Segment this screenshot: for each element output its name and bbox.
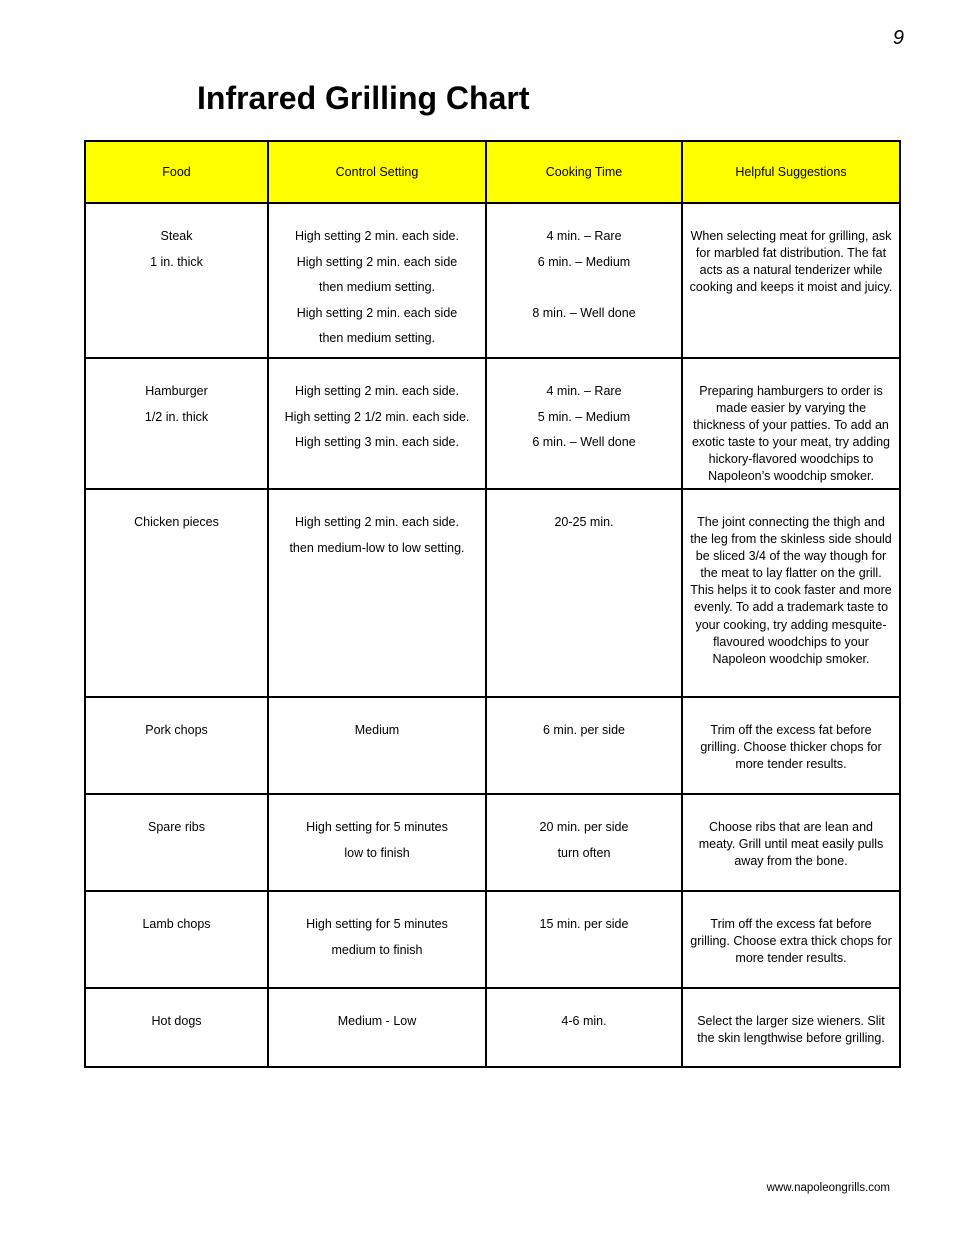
control-line: High setting 2 1/2 min. each side. — [284, 409, 470, 424]
control-line: High setting 3 min. each side. — [295, 435, 459, 450]
time-spacer — [493, 275, 675, 301]
control-line: then medium setting. — [318, 331, 436, 346]
cooking-time-cell — [486, 697, 682, 794]
food-cell — [85, 697, 268, 794]
time-line: 6 min. – Medium — [537, 254, 631, 269]
control-line: High setting for 5 minutes — [306, 917, 448, 931]
suggestion-cell — [682, 891, 900, 988]
suggestion-text: Preparing hamburgers to order is made easier by varying the thickness of your patties. To add an exotic taste to your meat, try adding hickory-flavored woodchips to Napoleon’s woodchip smoker. — [691, 384, 891, 484]
time-line: 20-25 min. — [554, 515, 614, 529]
food-name: Hamburger — [145, 384, 208, 398]
table-row — [85, 891, 900, 988]
control-line: Medium - Low — [337, 1014, 417, 1028]
food-detail: 1 in. thick — [150, 254, 203, 269]
control-line: High setting 2 min. each side. — [295, 515, 459, 529]
cooking-time-cell — [486, 891, 682, 988]
table-row — [85, 203, 900, 358]
suggestion-cell — [682, 988, 900, 1067]
page-title: Infrared Grilling Chart — [197, 80, 530, 116]
control-setting-cell — [268, 988, 486, 1067]
time-line: 4 min. – Rare — [546, 229, 622, 243]
cooking-time-cell — [486, 794, 682, 891]
food-detail: 1/2 in. thick — [144, 409, 209, 424]
table-row — [85, 489, 900, 697]
food-name: Pork chops — [145, 723, 208, 737]
suggestion-text: When selecting meat for grilling, ask for marbled fat distribution. The fat acts as a natural tenderizer while cooking and keeps it moist and juicy. — [689, 229, 893, 295]
time-line: 4-6 min. — [561, 1014, 607, 1028]
control-line: low to finish — [344, 845, 410, 860]
control-setting-cell — [268, 697, 486, 794]
control-line: High setting 2 min. each side. — [295, 229, 459, 243]
food-name: Spare ribs — [148, 820, 205, 834]
suggestion-text: Trim off the excess fat before grilling. Choose thicker chops for more tender results. — [700, 723, 882, 772]
time-line: 20 min. per side — [539, 820, 629, 834]
suggestion-text: Choose ribs that are lean and meaty. Grill until meat easily pulls away from the bone. — [698, 820, 884, 869]
control-line: High setting 2 min. each side — [296, 305, 458, 320]
table-row — [85, 697, 900, 794]
time-line: 4 min. – Rare — [546, 384, 622, 398]
table-header-row — [85, 141, 900, 203]
control-line: High setting 2 min. each side — [296, 254, 458, 269]
control-line: then medium-low to low setting. — [289, 540, 465, 555]
table-row — [85, 358, 900, 489]
cooking-time-cell — [486, 988, 682, 1067]
food-cell — [85, 489, 268, 697]
footer-website-url: www.napoleongrills.com — [766, 1182, 890, 1194]
time-line: 5 min. – Medium — [537, 409, 631, 424]
grilling-chart-table — [84, 140, 901, 1068]
control-line: High setting 2 min. each side. — [295, 384, 459, 398]
control-setting-cell — [268, 794, 486, 891]
suggestion-text: Trim off the excess fat before grilling. Choose extra thick chops for more tender results. — [690, 917, 892, 966]
control-setting-cell — [268, 891, 486, 988]
time-line: 6 min. per side — [543, 723, 625, 737]
time-line: 6 min. – Well done — [532, 435, 636, 450]
control-line: Medium — [354, 723, 400, 737]
food-cell — [85, 988, 268, 1067]
cooking-time-cell — [486, 358, 682, 489]
suggestion-cell — [682, 358, 900, 489]
control-line: medium to finish — [331, 942, 423, 957]
time-line: 15 min. per side — [539, 917, 629, 931]
control-line: High setting for 5 minutes — [306, 820, 448, 834]
food-cell — [85, 203, 268, 358]
cooking-time-cell — [486, 203, 682, 358]
table-row — [85, 988, 900, 1067]
page-number: 9 — [892, 27, 904, 49]
suggestion-text: The joint connecting the thigh and the leg from the skinless side should be sliced 3/4 of the way though for the meat to lay flatter on the grill. This helps it to cook faster and more evenly. To add a trademark taste to your cooking, try adding mesquite-flavoured woodchips to your Napoleon woodchip smoker. — [690, 515, 892, 666]
time-line: 8 min. – Well done — [532, 305, 636, 320]
time-line: turn often — [557, 845, 611, 860]
food-cell — [85, 794, 268, 891]
header-food: Food — [85, 141, 268, 203]
table-row — [85, 794, 900, 891]
food-cell — [85, 891, 268, 988]
header-helpful-suggestions: Helpful Suggestions — [682, 141, 900, 203]
suggestion-text: Select the larger size wieners. Slit the skin lengthwise before grilling. — [697, 1014, 885, 1046]
control-setting-cell — [268, 203, 486, 358]
suggestion-cell — [682, 489, 900, 697]
cooking-time-cell — [486, 489, 682, 697]
suggestion-cell — [682, 794, 900, 891]
header-control-setting: Control Setting — [268, 141, 486, 203]
food-name: Hot dogs — [151, 1014, 202, 1028]
food-name: Chicken pieces — [134, 515, 219, 529]
suggestion-cell — [682, 203, 900, 358]
control-line: then medium setting. — [318, 280, 436, 295]
header-cooking-time: Cooking Time — [486, 141, 682, 203]
food-name: Lamb chops — [142, 917, 211, 931]
suggestion-cell — [682, 697, 900, 794]
food-cell — [85, 358, 268, 489]
food-name: Steak — [160, 229, 193, 243]
control-setting-cell — [268, 489, 486, 697]
control-setting-cell — [268, 358, 486, 489]
